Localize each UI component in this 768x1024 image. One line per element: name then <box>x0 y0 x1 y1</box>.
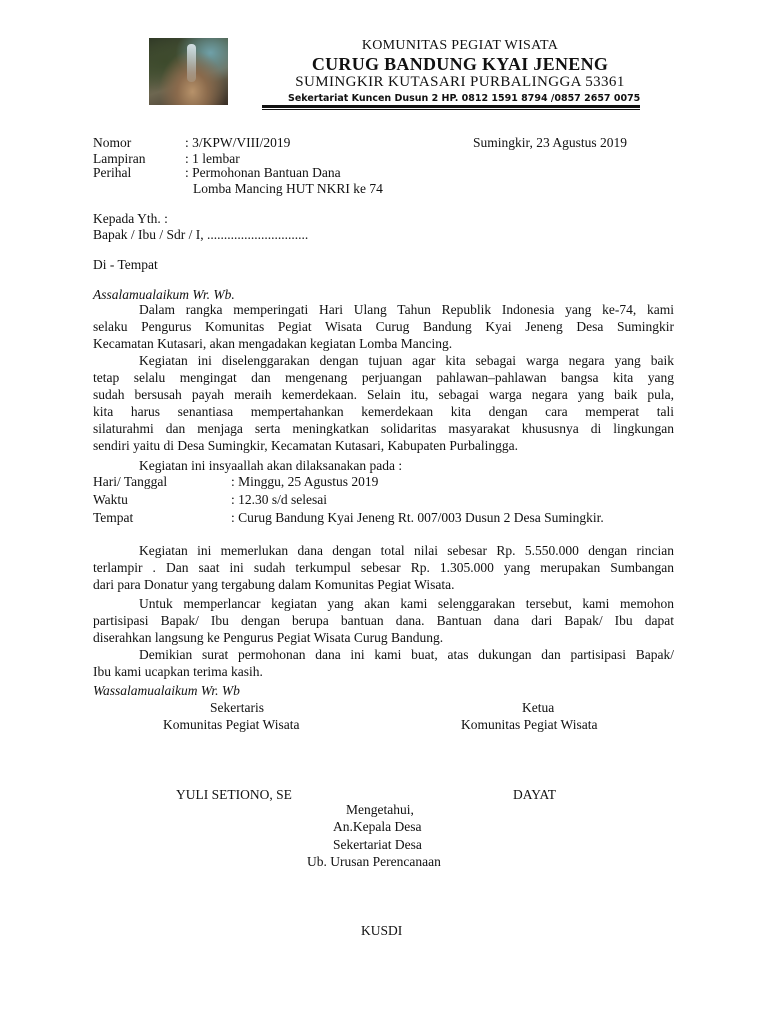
closing: Wassalamualaikum Wr. Wb <box>93 683 240 698</box>
paragraph-line: Kegiatan ini memerlukan dana dengan total nilai sebesar Rp. 5.550.000 dengan rincian <box>139 543 674 558</box>
paragraph-3 <box>93 542 674 593</box>
perihal-label: Perihal <box>93 165 132 180</box>
paragraph-1 <box>93 301 674 352</box>
org-line: KOMUNITAS PEGIAT WISATA <box>361 38 559 53</box>
approval-line-3: Sekertariat Desa <box>333 837 422 852</box>
left-org: Komunitas Pegiat Wisata <box>163 717 300 732</box>
approval-signer-name: KUSDI <box>361 923 403 938</box>
place-date: Sumingkir, 23 Agustus 2019 <box>473 135 627 150</box>
greeting: Assalamualaikum Wr. Wb. <box>93 287 235 302</box>
paragraph-5 <box>93 646 674 680</box>
paragraph-line: Kecamatan Kutasari, akan mengadakan kegiatan Lomba Mancing. <box>93 336 453 351</box>
header-rule <box>262 105 640 108</box>
perihal-value: : Permohonan Bantuan Dana <box>185 165 341 180</box>
approval-line-4: Ub. Urusan Perencanaan <box>307 854 441 869</box>
schedule-value-time: : 12.30 s/d selesai <box>231 492 327 507</box>
schedule-label-place: Tempat <box>93 510 134 525</box>
paragraph-line: tetap selalu mengingat dan mengenang perjuangan pahlawan–pahlawan bangsa kita yang <box>93 370 674 385</box>
paragraph-line: Ibu kami ucapkan terima kasih. <box>93 664 263 679</box>
paragraph-2 <box>93 352 674 454</box>
recipient-line-1: Kepada Yth. : <box>93 211 168 226</box>
paragraph-line: terlampir . Dan saat ini sudah terkumpul sebesar Rp. 1.305.000 yang merupakan Sumbangan <box>93 560 674 575</box>
right-role: Ketua <box>522 700 555 715</box>
lampiran-label: Lampiran <box>93 151 146 166</box>
paragraph-line: sendiri yaitu di Desa Sumingkir, Kecamatan Kutasari, Kabupaten Purbalingga. <box>93 438 518 453</box>
recipient-line-3: Di - Tempat <box>93 257 158 272</box>
org-name: CURUG BANDUNG KYAI JENENG <box>311 54 609 74</box>
approval-line-1: Mengetahui, <box>346 802 414 817</box>
schedule-label-time: Waktu <box>93 492 128 507</box>
header-rule-thin <box>262 109 640 110</box>
right-org: Komunitas Pegiat Wisata <box>461 717 598 732</box>
org-address: SUMINGKIR KUTASARI PURBALINGGA 53361 <box>295 74 625 90</box>
paragraph-line: sudah bersusah payah meraih kemerdekaan. Selain itu, sebagai warga negara yang baik pula, <box>93 387 674 402</box>
paragraph-line: Dalam rangka memperingati Hari Ulang Tahun Republik Indonesia yang ke-74, kami <box>139 302 674 317</box>
paragraph-line: partisipasi Bapak/ Ibu dengan berupa bantuan dana. Bantuan dana dari Bapak/ Ibu dapat <box>93 613 674 628</box>
paragraph-line: Demikian surat permohonan dana ini kami buat, atas dukungan dan partisipasi Bapak/ <box>139 647 674 662</box>
schedule-intro: Kegiatan ini insyaallah akan dilaksanakan pada : <box>139 458 403 473</box>
nomor-label: Nomor <box>93 135 132 150</box>
paragraph-line: dari para Donatur yang tergabung dalam Komunitas Pegiat Wisata. <box>93 577 455 592</box>
recipient-line-2: Bapak / Ibu / Sdr / I, .............................. <box>93 227 309 242</box>
paragraph-4 <box>93 595 674 646</box>
left-role: Sekertaris <box>210 700 264 715</box>
paragraph-line: diserahkan langsung ke Pengurus Pegiat Wisata Curug Bandung. <box>93 630 444 645</box>
secretariat-line: Sekertariat Kuncen Dusun 2 HP. 0812 1591 8794 /0857 2657 0075 <box>288 93 641 104</box>
schedule-label-date: Hari/ Tanggal <box>93 474 168 489</box>
approval-line-2: An.Kepala Desa <box>333 819 422 834</box>
paragraph-line: silaturahmi dan menjaga serta meningkatkan solidaritas masyarakat khususnya di lingkungan <box>93 421 674 436</box>
paragraph-line: selaku Pengurus Komunitas Pegiat Wisata Curug Bandung Kyai Jeneng Desa Sumingkir <box>93 319 674 334</box>
letterhead-photo <box>149 38 228 105</box>
schedule-value-date: : Minggu, 25 Agustus 2019 <box>231 474 379 489</box>
paragraph-line: Untuk memperlancar kegiatan yang akan kami selenggarakan tersebut, kami memohon <box>139 596 674 611</box>
right-signer-name: DAYAT <box>513 787 557 802</box>
nomor-value: : 3/KPW/VIII/2019 <box>185 135 291 150</box>
paragraph-line: kita harus senantiasa mempertahankan kemerdekaan kita dengan cara memperat tali <box>93 404 674 419</box>
perihal-value-2: Lomba Mancing HUT NKRI ke 74 <box>193 181 383 196</box>
lampiran-value: : 1 lembar <box>185 151 240 166</box>
schedule-value-place: : Curug Bandung Kyai Jeneng Rt. 007/003 Dusun 2 Desa Sumingkir. <box>231 510 604 525</box>
left-signer-name: YULI SETIONO, SE <box>176 787 292 802</box>
paragraph-line: Kegiatan ini diselenggarakan dengan tujuan agar kita sebagai warga negara yang baik <box>139 353 674 368</box>
